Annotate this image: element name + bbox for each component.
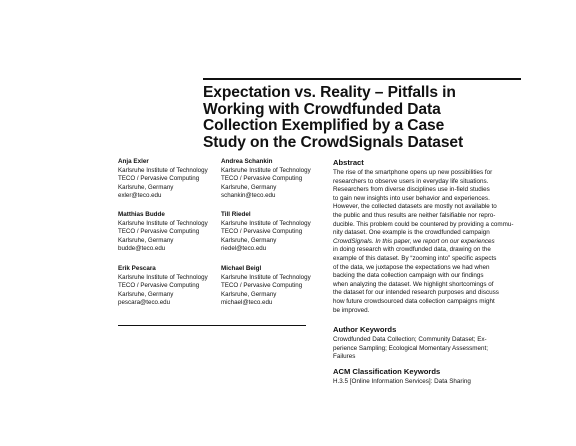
author-location: Karlsruhe, Germany [118, 236, 174, 244]
title-line: Expectation vs. Reality – Pitfalls in [203, 84, 456, 101]
author-group: TECO / Pervasive Computing [118, 282, 200, 290]
abstract-line: the public and thus results are neither falsifiable nor repro- [333, 211, 496, 219]
author-block [118, 158, 220, 201]
author-keywords-heading: Author Keywords [333, 325, 397, 334]
author-name: Anja Exler [118, 158, 149, 165]
author-block [118, 265, 220, 308]
author-name: Till Riedel [221, 211, 251, 218]
title-rule [203, 78, 521, 80]
author-name: Andrea Schankin [221, 158, 273, 165]
author-affiliation: Karlsruhe Institute of Technology [221, 166, 311, 174]
author-affiliation: Karlsruhe Institute of Technology [221, 219, 311, 227]
author-block [118, 211, 220, 254]
author-location: Karlsruhe, Germany [118, 183, 174, 191]
author-group: TECO / Pervasive Computing [221, 282, 303, 290]
abstract-text [333, 169, 523, 315]
author-email: schankin@teco.edu [221, 192, 276, 200]
abstract-line: CrowdSignals. In this paper, we report on our experiences [333, 237, 495, 245]
author-group: TECO / Pervasive Computing [118, 175, 200, 183]
author-email: pescara@teco.edu [118, 299, 171, 307]
abstract-line: ducible. This problem could be countered by providing a commu- [333, 220, 514, 228]
author-affiliation: Karlsruhe Institute of Technology [118, 219, 208, 227]
author-name: Matthias Budde [118, 211, 165, 218]
acm-line: H.3.5 [Online Information Services]: Data Sharing [333, 378, 471, 385]
acm-keywords-heading: ACM Classification Keywords [333, 367, 441, 376]
author-email: riedel@teco.edu [221, 245, 267, 253]
author-name: Michael Beigl [221, 265, 262, 272]
author-email: budde@teco.edu [118, 245, 166, 253]
authors-rule [118, 325, 306, 326]
author-block [221, 211, 323, 254]
keywords-line: perience Sampling; Ecological Momentary Assessment; [333, 344, 489, 352]
author-keywords-section [333, 325, 523, 362]
abstract-line: how future crowdsourced data collection campaigns might [333, 297, 495, 305]
author-location: Karlsruhe, Germany [221, 183, 277, 191]
abstract-line: the dataset for our intended research purposes and discuss [333, 289, 499, 297]
acm-keywords-text [333, 378, 523, 387]
abstract-line: in doing research with crowdfunded data, drawing on the [333, 246, 491, 254]
title-line: Study on the CrowdSignals Dataset [203, 133, 464, 151]
author-block [221, 265, 323, 308]
author-location: Karlsruhe, Germany [221, 236, 277, 244]
title-line: Working with Crowdfunded Data [203, 100, 441, 118]
author-name: Erik Pescara [118, 265, 156, 272]
author-affiliation: Karlsruhe Institute of Technology [221, 273, 311, 281]
author-location: Karlsruhe, Germany [118, 290, 174, 298]
abstract-line: Researchers from diverse disciplines use in-field studies [333, 186, 490, 194]
abstract-line: example of this dataset. By “zooming into” specific aspects [333, 254, 497, 262]
author-keywords-text [333, 336, 523, 362]
abstract-line: of the data, we juxtapose the expectations we had when [333, 263, 490, 271]
author-email: michael@teco.edu [221, 299, 273, 307]
author-location: Karlsruhe, Germany [221, 290, 277, 298]
keywords-line: Crowdfunded Data Collection; Community Dataset; Ex- [333, 336, 487, 343]
abstract-line: However, the collected datasets are mostly not available to [333, 203, 497, 211]
abstract-line: when analyzing the dataset. We highlight shortcomings of [333, 280, 494, 288]
author-group: TECO / Pervasive Computing [221, 228, 303, 236]
abstract-line: nity dataset. One example is the crowdfunded campaign [333, 229, 490, 237]
abstract-heading: Abstract [333, 158, 364, 167]
author-email: exler@teco.edu [118, 192, 162, 200]
abstract-line: The rise of the smartphone opens up new possibilities for [333, 169, 493, 176]
author-group: TECO / Pervasive Computing [221, 175, 303, 183]
abstract-section [333, 158, 523, 315]
abstract-line: researchers to observe users in everyday life situations. [333, 177, 489, 185]
author-affiliation: Karlsruhe Institute of Technology [118, 273, 208, 281]
author-affiliation: Karlsruhe Institute of Technology [118, 166, 208, 174]
author-group: TECO / Pervasive Computing [118, 228, 200, 236]
abstract-line: to gain new insights into user behavior and experiences. [333, 194, 490, 202]
paper-title [203, 85, 523, 151]
title-line: Collection Exemplified by a Case [203, 117, 445, 134]
abstract-line: be improved. [333, 306, 370, 314]
keywords-line: Failures [333, 353, 356, 361]
abstract-line: backing the data collection campaign with our findings [333, 272, 484, 280]
author-block [221, 158, 323, 201]
acm-keywords-section [333, 367, 523, 387]
